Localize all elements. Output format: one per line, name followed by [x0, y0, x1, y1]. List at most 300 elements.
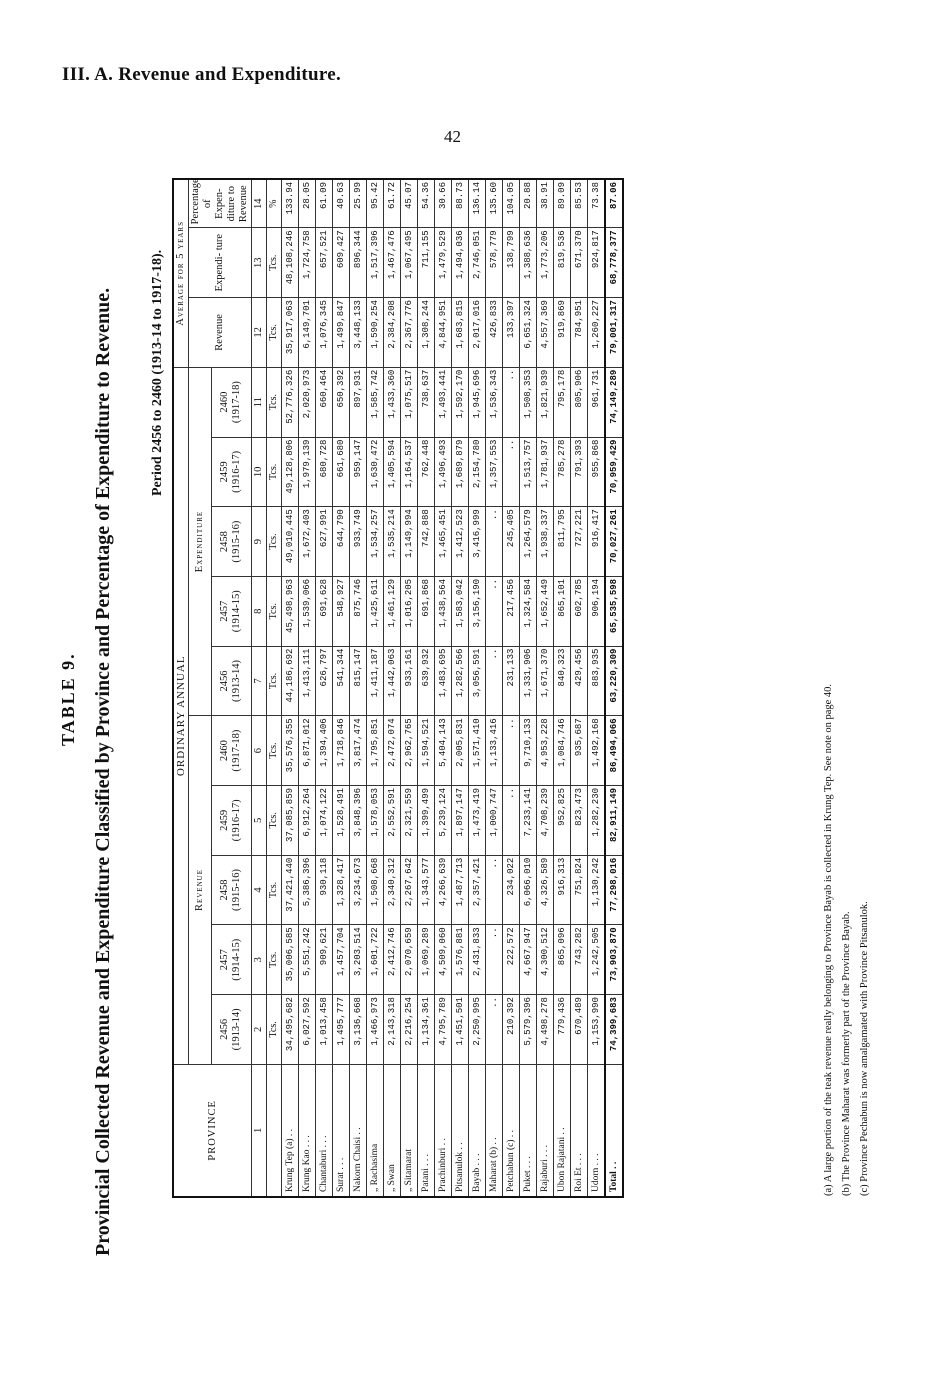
value-cell: 2,250,995 [469, 995, 486, 1065]
year-label: 2460 [219, 740, 231, 762]
value-cell: .. [486, 576, 503, 646]
value-cell: 1,494,036 [452, 228, 469, 298]
year-label: 2457 [219, 949, 231, 971]
value-cell: 138,799 [503, 228, 520, 298]
expenditure-year-header [211, 646, 252, 716]
unit-blank [267, 1064, 282, 1197]
value-cell: 896,344 [350, 228, 367, 298]
value-cell: 1,308,244 [418, 298, 435, 368]
value-cell: 1,076,345 [316, 298, 333, 368]
value-cell: 1,528,491 [333, 786, 350, 856]
revenue-year-header [211, 716, 252, 786]
province-name: Chantaburi . . . [316, 1064, 333, 1197]
value-cell: 930,118 [316, 855, 333, 925]
value-cell: 784,951 [571, 298, 588, 368]
value-cell: 1,457,704 [333, 925, 350, 995]
value-cell: 639,932 [418, 646, 435, 716]
value-cell: 35,576,355 [282, 716, 299, 786]
value-cell: 2,384,208 [384, 298, 401, 368]
value-cell: 626,797 [316, 646, 333, 716]
value-cell: 2,412,746 [384, 925, 401, 995]
value-cell: 791,393 [571, 437, 588, 507]
value-cell: 1,000,747 [486, 786, 503, 856]
value-cell: 541,344 [333, 646, 350, 716]
value-cell: 1,074,122 [316, 786, 333, 856]
value-cell: 30.66 [435, 179, 452, 228]
table-row [282, 179, 299, 1197]
value-cell: 865,096 [554, 925, 571, 995]
column-number: 8 [252, 576, 267, 646]
value-cell: 875,746 [350, 576, 367, 646]
column-number: 3 [252, 925, 267, 995]
value-cell: 1,153,990 [588, 995, 606, 1065]
value-cell: 3,416,999 [469, 507, 486, 577]
province-name: Krung Tep (a) . . [282, 1064, 299, 1197]
year-label: 2457 [219, 600, 231, 622]
value-cell: 1,945,696 [469, 367, 486, 437]
value-cell: 805,906 [571, 367, 588, 437]
value-cell: 49,010,445 [282, 507, 299, 577]
value-cell: 4,953,228 [537, 716, 554, 786]
value-cell: 44,186,692 [282, 646, 299, 716]
expenditure-year-header [211, 367, 252, 437]
value-cell: 1,388,636 [520, 228, 537, 298]
value-cell: 2,070,659 [401, 925, 418, 995]
value-cell: 919,869 [554, 298, 571, 368]
avg-expenditure-header: Expendi- ture [189, 228, 252, 298]
value-cell: 644,790 [333, 507, 350, 577]
value-cell: 2,357,421 [469, 855, 486, 925]
value-cell: .. [486, 925, 503, 995]
column-number: 10 [252, 437, 267, 507]
value-cell: 1,473,419 [469, 786, 486, 856]
table-row [333, 179, 350, 1197]
value-cell: 1,594,521 [418, 716, 435, 786]
value-cell: 4,844,951 [435, 298, 452, 368]
value-cell: 711,155 [418, 228, 435, 298]
column-number: 6 [252, 716, 267, 786]
value-cell: 1,795,851 [367, 716, 384, 786]
value-cell: 1,671,370 [537, 646, 554, 716]
year-range-label: (1917-18) [231, 381, 243, 424]
value-cell: 1,067,495 [401, 228, 418, 298]
column-number: 1 [252, 1064, 267, 1197]
value-cell: 660,464 [316, 367, 333, 437]
unit-label: Tcs. [267, 925, 282, 995]
value-cell: 1,483,695 [435, 646, 452, 716]
value-cell: 1,461,129 [384, 576, 401, 646]
value-cell: 85.53 [571, 179, 588, 228]
value-cell: 1,069,289 [418, 925, 435, 995]
value-cell: 1,134,361 [418, 995, 435, 1065]
value-cell: 61.72 [384, 179, 401, 228]
value-cell: 1,465,451 [435, 507, 452, 577]
value-cell: 1,016,205 [401, 576, 418, 646]
total-value-cell: 74,399,683 [605, 995, 623, 1065]
value-cell: 1,683,815 [452, 298, 469, 368]
value-cell: 883,935 [588, 646, 606, 716]
value-cell: 933,161 [401, 646, 418, 716]
year-range-label: (1914-15) [231, 938, 243, 981]
value-cell: .. [486, 995, 503, 1065]
column-number: 7 [252, 646, 267, 716]
value-cell: 680,728 [316, 437, 333, 507]
value-cell: 2,267,642 [401, 855, 418, 925]
value-cell: 1,821,939 [537, 367, 554, 437]
value-cell: .. [503, 437, 520, 507]
value-cell: 2,746,051 [469, 228, 486, 298]
value-cell: 743,282 [571, 925, 588, 995]
value-cell: 1,781,937 [537, 437, 554, 507]
value-cell: 89.09 [554, 179, 571, 228]
value-cell: 61.09 [316, 179, 333, 228]
value-cell: 785,278 [554, 437, 571, 507]
total-value-cell: 70,959,429 [605, 437, 623, 507]
value-cell: 1,487,713 [452, 855, 469, 925]
value-cell: 1,689,879 [452, 437, 469, 507]
expenditure-year-header [211, 437, 252, 507]
revenue-year-header [211, 995, 252, 1065]
year-label: 2456 [219, 1018, 231, 1040]
table-row [537, 179, 554, 1197]
value-cell: 795,178 [554, 367, 571, 437]
value-cell: 2,020,973 [299, 367, 316, 437]
unit-label: Tcs. [267, 576, 282, 646]
value-cell: 234,022 [503, 855, 520, 925]
footnotes [820, 684, 874, 1196]
value-cell: 6,027,592 [299, 995, 316, 1065]
footnote-b: (b) The Province Maharat was formerly part of the Province Bayab. [841, 911, 852, 1196]
value-cell: 1,897,147 [452, 786, 469, 856]
value-cell: 4,509,060 [435, 925, 452, 995]
value-cell: 1,571,410 [469, 716, 486, 786]
value-cell: 1,467,476 [384, 228, 401, 298]
value-cell: 217,456 [503, 576, 520, 646]
value-cell: 1,433,360 [384, 367, 401, 437]
table-row [435, 179, 452, 1197]
value-cell: 37,421,440 [282, 855, 299, 925]
value-cell: 671,370 [571, 228, 588, 298]
value-cell: 2,154,780 [469, 437, 486, 507]
value-cell: 959,147 [350, 437, 367, 507]
value-cell: .. [503, 786, 520, 856]
table-row [503, 179, 520, 1197]
unit-label: Tcs. [267, 367, 282, 437]
value-cell: 2,431,833 [469, 925, 486, 995]
value-cell: 2,367,776 [401, 298, 418, 368]
value-cell: 6,651,324 [520, 298, 537, 368]
unit-label: Tcs. [267, 507, 282, 577]
value-cell: 3,056,591 [469, 646, 486, 716]
value-cell: 1,578,053 [367, 786, 384, 856]
value-cell: 2,017,016 [469, 298, 486, 368]
value-cell: 1,075,517 [401, 367, 418, 437]
value-cell: 45,498,963 [282, 576, 299, 646]
value-cell: 1,394,406 [316, 716, 333, 786]
value-cell: 1,590,254 [367, 298, 384, 368]
value-cell: 1,534,257 [367, 507, 384, 577]
table-row [520, 179, 537, 1197]
value-cell: 20.88 [520, 179, 537, 228]
value-cell: 865,101 [554, 576, 571, 646]
unit-label: Tcs. [267, 646, 282, 716]
total-value-cell: 77,298,016 [605, 855, 623, 925]
value-cell: 1,442,063 [384, 646, 401, 716]
section-heading: III. A. Revenue and Expenditure. [62, 64, 341, 85]
year-label: 2458 [219, 879, 231, 901]
value-cell: 657,521 [316, 228, 333, 298]
value-cell: 210,392 [503, 995, 520, 1065]
value-cell: 1,260,227 [588, 298, 606, 368]
province-header: PROVINCE [173, 1064, 252, 1197]
value-cell: 1,242,505 [588, 925, 606, 995]
value-cell: 52,776,326 [282, 367, 299, 437]
province-name: Maharat (b) . . [486, 1064, 503, 1197]
value-cell: 952,825 [554, 786, 571, 856]
total-value-cell: 86,494,066 [605, 716, 623, 786]
value-cell: .. [486, 646, 503, 716]
value-cell: 916,417 [588, 507, 606, 577]
value-cell: 819,536 [554, 228, 571, 298]
value-cell: 45.07 [401, 179, 418, 228]
value-cell: 961,731 [588, 367, 606, 437]
value-cell: 1,724,758 [299, 228, 316, 298]
total-value-cell: 82,911,149 [605, 786, 623, 856]
unit-label: % [267, 179, 282, 228]
avg-revenue-header: Revenue [189, 298, 252, 368]
value-cell: 935,687 [571, 716, 588, 786]
value-cell: 1,357,553 [486, 437, 503, 507]
value-cell: 548,927 [333, 576, 350, 646]
value-cell: 1,585,742 [367, 367, 384, 437]
value-cell: 738,637 [418, 367, 435, 437]
value-cell: 823,473 [571, 786, 588, 856]
column-number: 12 [252, 298, 267, 368]
value-cell: 1,405,594 [384, 437, 401, 507]
table-row [571, 179, 588, 1197]
value-cell: 4,667,947 [520, 925, 537, 995]
value-cell: 133,397 [503, 298, 520, 368]
value-cell: 1,652,449 [537, 576, 554, 646]
table-row [316, 179, 333, 1197]
value-cell: 429,456 [571, 646, 588, 716]
year-range-label: (1916-17) [231, 450, 243, 493]
value-cell: 811,795 [554, 507, 571, 577]
value-cell: 34,495,682 [282, 995, 299, 1065]
value-cell: .. [486, 855, 503, 925]
value-cell: 906,194 [588, 576, 606, 646]
value-cell: 661,680 [333, 437, 350, 507]
value-cell: 35,917,063 [282, 298, 299, 368]
year-range-label: (1917-18) [231, 729, 243, 772]
value-cell: 1,536,343 [486, 367, 503, 437]
value-cell: 4,300,512 [537, 925, 554, 995]
value-cell: 135.60 [486, 179, 503, 228]
province-name: Udorn . . . [588, 1064, 606, 1197]
value-cell: 2,143,318 [384, 995, 401, 1065]
value-cell: 1,492,168 [588, 716, 606, 786]
revenue-year-header [211, 786, 252, 856]
value-cell: 3,156,190 [469, 576, 486, 646]
value-cell: 6,066,010 [520, 855, 537, 925]
value-cell: 3,203,514 [350, 925, 367, 995]
value-cell: 762,448 [418, 437, 435, 507]
value-cell: 5,386,396 [299, 855, 316, 925]
year-label: 2459 [219, 461, 231, 483]
value-cell: 1,583,042 [452, 576, 469, 646]
unit-label: Tcs. [267, 298, 282, 368]
value-cell: 1,328,417 [333, 855, 350, 925]
value-cell: 1,343,577 [418, 855, 435, 925]
value-cell: 933,749 [350, 507, 367, 577]
province-name: Bayab . . . [469, 1064, 486, 1197]
value-cell: 136.14 [469, 179, 486, 228]
unit-label: Tcs. [267, 228, 282, 298]
value-cell: 1,149,994 [401, 507, 418, 577]
unit-label: Tcs. [267, 855, 282, 925]
column-number: 9 [252, 507, 267, 577]
value-cell: 2,321,559 [401, 786, 418, 856]
value-cell: 815,147 [350, 646, 367, 716]
province-name: Ubon Rajatani . . [554, 1064, 571, 1197]
province-name: Rajaburi . . . [537, 1064, 554, 1197]
year-range-label: (1915-16) [231, 869, 243, 912]
value-cell: 49,128,806 [282, 437, 299, 507]
province-name: Prachinburi . . [435, 1064, 452, 1197]
value-cell: 1,576,881 [452, 925, 469, 995]
column-number: 11 [252, 367, 267, 437]
period-label: Period 2456 to 2460 (1913-14 to 1917-18). [150, 249, 165, 496]
value-cell: 779,436 [554, 995, 571, 1065]
unit-label: Tcs. [267, 995, 282, 1065]
value-cell: 245,405 [503, 507, 520, 577]
value-cell: 1,592,170 [452, 367, 469, 437]
value-cell: 4,795,789 [435, 995, 452, 1065]
value-cell: 6,871,012 [299, 716, 316, 786]
value-cell: 3,848,396 [350, 786, 367, 856]
total-value-cell: 74,149,289 [605, 367, 623, 437]
value-cell: 3,234,673 [350, 855, 367, 925]
table-row [350, 179, 367, 1197]
expenditure-header: Expenditure [189, 367, 212, 716]
value-cell: 37,085,859 [282, 786, 299, 856]
value-cell: 1,084,746 [554, 716, 571, 786]
value-cell: 1,601,722 [367, 925, 384, 995]
value-cell: 1,938,337 [537, 507, 554, 577]
year-label: 2456 [219, 670, 231, 692]
value-cell: 691,628 [316, 576, 333, 646]
value-cell: 5,551,242 [299, 925, 316, 995]
value-cell: 1,979,139 [299, 437, 316, 507]
revenue-expenditure-table [172, 178, 624, 1198]
value-cell: 1,630,472 [367, 437, 384, 507]
value-cell: 742,888 [418, 507, 435, 577]
revenue-year-header [211, 855, 252, 925]
value-cell: 222,572 [503, 925, 520, 995]
value-cell: 7,233,141 [520, 786, 537, 856]
province-name: Roi Et . . . [571, 1064, 588, 1197]
value-cell: 73.38 [588, 179, 606, 228]
value-cell: 3,448,133 [350, 298, 367, 368]
value-cell: .. [486, 507, 503, 577]
value-cell: 1,133,416 [486, 716, 503, 786]
table-row [384, 179, 401, 1197]
value-cell: 1,496,493 [435, 437, 452, 507]
value-cell: 1,425,611 [367, 576, 384, 646]
value-cell: 9,710,133 [520, 716, 537, 786]
value-cell: 955,868 [588, 437, 606, 507]
value-cell: 627,991 [316, 507, 333, 577]
value-cell: 231,133 [503, 646, 520, 716]
value-cell: 1,413,111 [299, 646, 316, 716]
value-cell: 2,552,591 [384, 786, 401, 856]
year-range-label: (1915-16) [231, 520, 243, 563]
value-cell: 1,331,906 [520, 646, 537, 716]
total-value-cell: 87.06 [605, 179, 623, 228]
ordinary-annual-header: ORDINARY ANNUAL [173, 367, 189, 1064]
avg-percentage-header: Percentage of Expen- diture to Revenue [189, 179, 252, 228]
expenditure-year-header [211, 576, 252, 646]
value-cell: 1,495,777 [333, 995, 350, 1065]
table-row [452, 179, 469, 1197]
table-row [418, 179, 435, 1197]
value-cell: 1,411,187 [367, 646, 384, 716]
value-cell: 133.94 [282, 179, 299, 228]
value-cell: 1,282,230 [588, 786, 606, 856]
value-cell: 1,164,537 [401, 437, 418, 507]
footnote-c: (c) Province Pechabun is now amalgamated with Province Pitsanulok. [859, 901, 870, 1196]
value-cell: 48,108,246 [282, 228, 299, 298]
total-value-cell: 79,001,317 [605, 298, 623, 368]
value-cell: 88.73 [452, 179, 469, 228]
value-cell: 1,499,847 [333, 298, 350, 368]
value-cell: 916,313 [554, 855, 571, 925]
value-cell: 1,508,353 [520, 367, 537, 437]
value-cell: 38.91 [537, 179, 554, 228]
province-name: „ Sitamarat [401, 1064, 418, 1197]
value-cell: 4,326,589 [537, 855, 554, 925]
value-cell: 95.42 [367, 179, 384, 228]
revenue-header: Revenue [189, 716, 212, 1064]
province-name: Surat . . . [333, 1064, 350, 1197]
value-cell: 840,323 [554, 646, 571, 716]
unit-label: Tcs. [267, 786, 282, 856]
value-cell: 40.63 [333, 179, 350, 228]
total-value-cell: 68,778,377 [605, 228, 623, 298]
table-label: TABLE 9. [58, 652, 78, 746]
unit-label: Tcs. [267, 716, 282, 786]
table-row [367, 179, 384, 1197]
value-cell: 54.36 [418, 179, 435, 228]
value-cell: 3,136,668 [350, 995, 367, 1065]
province-name: Petchabun (c) . . [503, 1064, 520, 1197]
total-row [605, 179, 623, 1197]
column-number: 2 [252, 995, 267, 1065]
year-range-label: (1913-14) [231, 659, 243, 702]
province-name: „ Rachasima [367, 1064, 384, 1197]
total-value-cell: 70,027,261 [605, 507, 623, 577]
value-cell: 2,340,312 [384, 855, 401, 925]
value-cell: 2,005,831 [452, 716, 469, 786]
value-cell: 1,672,403 [299, 507, 316, 577]
table-row [299, 179, 316, 1197]
value-cell: 1,324,584 [520, 576, 537, 646]
value-cell: 1,399,499 [418, 786, 435, 856]
value-cell: 1,451,501 [452, 995, 469, 1065]
value-cell: 1,535,214 [384, 507, 401, 577]
value-cell: 4,557,369 [537, 298, 554, 368]
table-row [469, 179, 486, 1197]
